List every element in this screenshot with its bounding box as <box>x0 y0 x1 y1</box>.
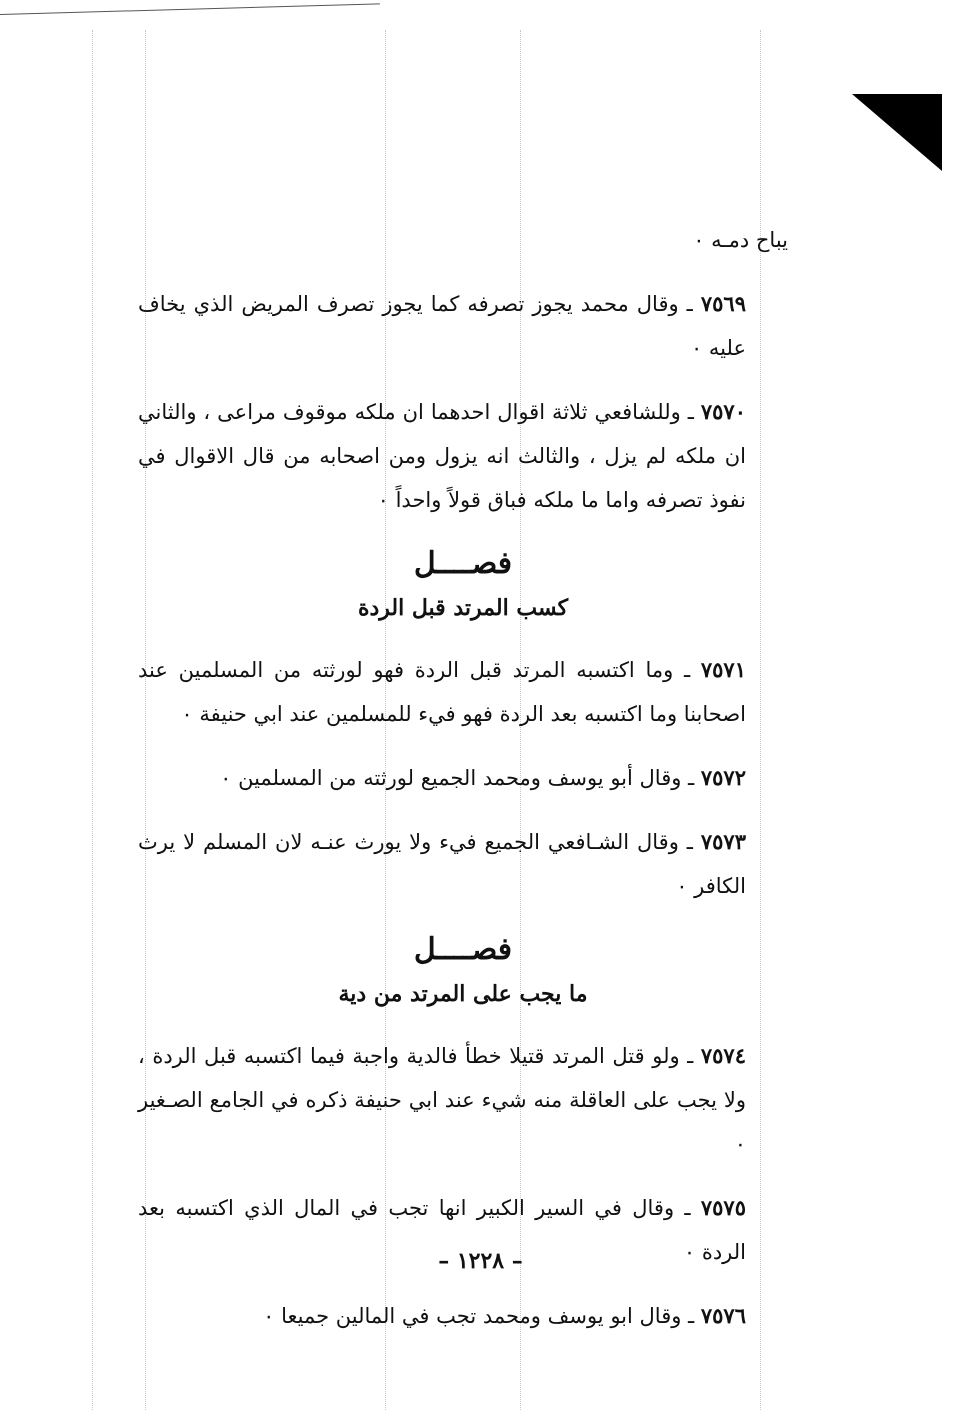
paragraph-7571 <box>138 648 788 736</box>
paragraph-7570 <box>138 390 788 522</box>
paragraph-7572 <box>138 756 788 800</box>
paragraph-text: ـ وقال في السير الكبير انها تجب في المال الذي اكتسبه بعد الردة ٠ <box>138 1196 746 1264</box>
page-number: – ١٢٢٨ – <box>438 1248 523 1274</box>
section-subheading: كسب المرتد قبل الردة <box>357 595 569 621</box>
paragraph-text: ـ وقال الشـافعي الجميع فيء ولا يورث عنـه لان المسلم لا يرث الكافر ٠ <box>138 830 746 898</box>
paragraph-number: ٧٥٧٠ <box>700 399 746 424</box>
body-text <box>138 218 788 1358</box>
paragraph-7576 <box>138 1294 788 1338</box>
paragraph-number: ٧٥٧٦ <box>700 1303 746 1328</box>
paragraph-text: يباح دمـه ٠ <box>693 228 788 252</box>
paragraph-text: ـ ولو قتل المرتد قتيلا خطأ فالدية واجبة فيما اكتسبه قبل الردة ، ولا يجب على العاقلة منه شيء عند ابي حنيفة ذكره في الجامع الصـغير ٠ <box>138 1044 746 1156</box>
paragraph-text: ـ وقال محمد يجوز تصرفه كما يجوز تصرف المريض الذي يخاف عليه ٠ <box>138 292 746 360</box>
paragraph-number: ٧٥٧٢ <box>700 765 746 790</box>
paragraph-number: ٧٥٧٥ <box>700 1195 746 1220</box>
section-heading: فصــــل <box>413 546 513 581</box>
paragraph-text: ـ وقال أبو يوسف ومحمد الجميع لورثته من المسلمين ٠ <box>220 766 701 790</box>
paragraph-7574 <box>138 1034 788 1166</box>
paragraph-text: ـ وقال ابو يوسف ومحمد تجب في المالين جميعا ٠ <box>263 1304 701 1328</box>
paragraph-number: ٧٥٦٩ <box>700 291 746 316</box>
paragraph-7569 <box>138 282 788 370</box>
paragraph-7573 <box>138 820 788 908</box>
paragraph-number: ٧٥٧٣ <box>700 829 746 854</box>
section-subheading: ما يجب على المرتد من دية <box>338 981 588 1007</box>
section-heading: فصــــل <box>413 932 513 967</box>
paragraph-text: ـ وما اكتسبه المرتد قبل الردة فهو لورثته من المسلمين عند اصحابنا وما اكتسبه بعد الردة فهو فيء للمسلمين عند ابي حنيفة ٠ <box>138 658 746 726</box>
corner-triangle-mark <box>852 94 942 171</box>
scan-top-rule <box>0 3 380 15</box>
paragraph-text: ـ وللشافعي ثلاثة اقوال احدهما ان ملكه موقوف مراعى ، والثاني ان ملكه لم يزل ، والثالث انه يزول ومن اصحابه من قال الاقوال في نفوذ تصرفه واما ما ملكه فباق قولاً واحداً ٠ <box>138 400 746 512</box>
paragraph-continuation <box>138 218 788 262</box>
paragraph-number: ٧٥٧١ <box>700 657 746 682</box>
paragraph-number: ٧٥٧٤ <box>700 1043 746 1068</box>
scan-dotted-guide-left <box>92 30 93 1410</box>
